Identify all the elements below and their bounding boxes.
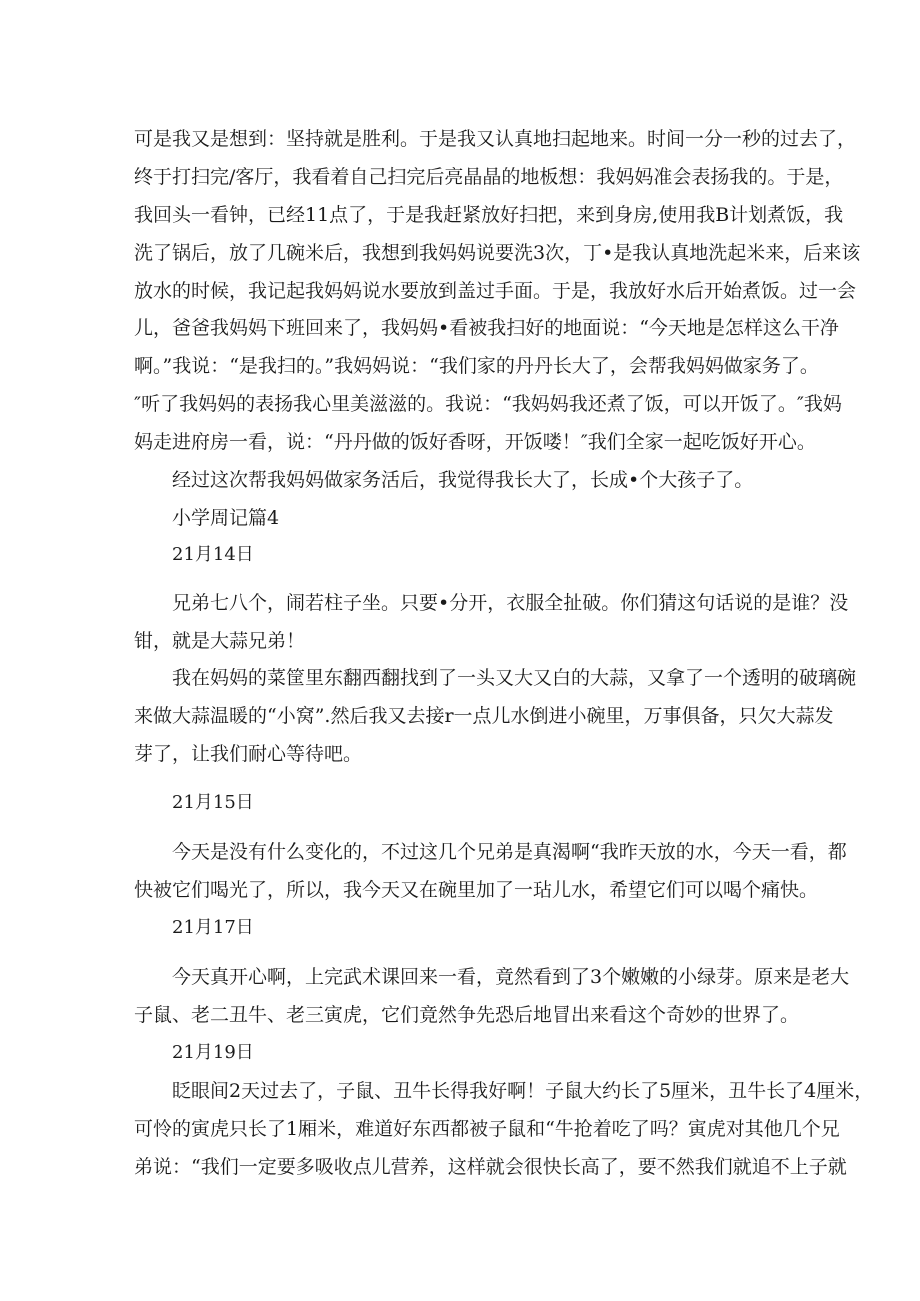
entry-date: 21月19日 [172, 1042, 254, 1063]
paragraph-line: 今天真开心啊，上完武术课回来一看，竟然看到了3个嫩嫩的小绿芽。原来是老大 [172, 966, 850, 988]
paragraph-line: 我回头一看钟，已经11点了，于是我赶紧放好扫把，来到身房,使用我B计划煮饭，我 [134, 204, 844, 226]
paragraph-line: 可是我又是想到：坚持就是胜利。于是我又认真地扫起地来。时间一分一秒的过去了， [134, 128, 857, 150]
entry-date: 21月14日 [172, 544, 254, 565]
paragraph-line: 子鼠、老二丑牛、老三寅虎，它们竟然争先恐后地冒出来看这个奇妙的世界了。 [134, 1004, 800, 1026]
paragraph-line: 芽了，让我们耐心等待吧。 [134, 743, 363, 765]
paragraph-line: 可怜的寅虎只长了1厢米，难道好东西都被子鼠和“牛抢着吃了吗？寅虎对其他几个兄 [134, 1118, 840, 1140]
paragraph-line: 啊。”我说：“是我扫的。”我妈妈说：“我们家的丹丹长大了，会帮我妈妈做家务了。 [134, 355, 819, 377]
paragraph-line: ″听了我妈妈的表扬我心里美滋滋的。我说：“我妈妈我还煮了饭，可以开饭了。″我妈 [134, 393, 842, 415]
paragraph-line: 兄弟七八个，闹若柱子坐。只要•分开，衣服全扯破。你们猜这句话说的是谁？没 [172, 592, 849, 614]
paragraph-line: 终于打扫完/客厅，我看着自己扫完后亮晶晶的地板想：我妈妈准会表扬我的。于是， [134, 166, 844, 188]
paragraph-line: 弟说：“我们一定要多吸收点儿营养，这样就会很快长高了，要不然我们就追不上子就 [134, 1156, 847, 1178]
paragraph-line: 来做大蒜温暖的“小窝”.然后我又去接r一点儿水倒进小碗里，万事俱备，只欠大蒜发 [134, 705, 834, 727]
paragraph-line: 洗了锅后，放了几碗米后，我想到我妈妈说要洗3次，丁•是我认真地洗起米来，后来该 [134, 242, 861, 264]
paragraph-line: 我在妈妈的菜筐里东翻西翻找到了一头又大又白的大蒜，又拿了一个透明的破璃碗 [172, 667, 857, 689]
paragraph-line: 今天是没有什么变化的，不过这几个兄弟是真渴啊“我昨天放的水，今天一看，都 [172, 841, 847, 863]
entry-date: 21月17日 [172, 917, 254, 938]
paragraph-line: 儿，爸爸我妈妈下班回来了，我妈妈•看被我扫好的地面说：“今天地是怎样这么干净 [134, 317, 839, 339]
paragraph-line: 钳，就是大蒜兄弟！ [134, 630, 306, 652]
entry-date: 21月15日 [172, 792, 254, 813]
paragraph-line: 妈走进府房一看，说：“丹丹做的饭好香呀，开饭喽！″我们全家一起吃饭好开心。 [134, 431, 816, 453]
paragraph-line: 眨眼间2天过去了，子鼠、丑牛长得我好啊！子鼠大约长了5厘米，丑牛长了4厘米， [172, 1080, 874, 1102]
paragraph-line: 经过这次帮我妈妈做家务活后，我觉得我长大了，长成•个大孩子了。 [172, 469, 754, 491]
paragraph-line: 放水的时候，我记起我妈妈说水要放到盖过手面。于是，我放好水后开始煮饭。过一会 [134, 280, 857, 302]
section-heading: 小学周记篇4 [172, 507, 280, 529]
paragraph-line: 快被它们喝光了，所以，我今天又在碗里加了一玷儿水，希望它们可以喝个痛快。 [134, 879, 819, 901]
